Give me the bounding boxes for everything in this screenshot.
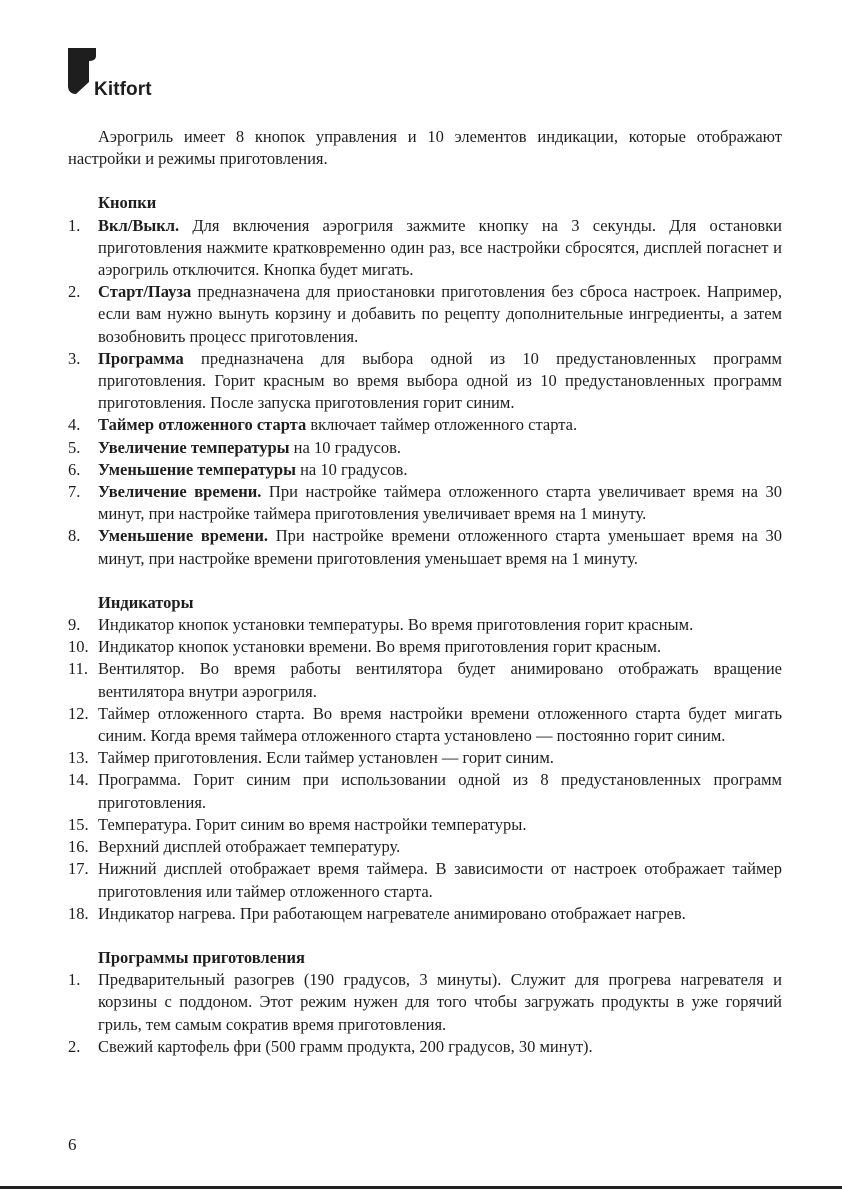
item-text: Нижний дисплей отображает время таймера. В зависимости от настроек отображает таймер приготовления или таймер отложенного старта. [98,859,782,901]
item-number: 7. [68,482,81,502]
item-text: Индикатор нагрева. При работающем нагревателе анимировано отображает нагрев. [98,903,686,923]
item-text: Вентилятор. Во время работы вентилятора будет анимировано отображать вращение вентилятора внутри аэрогриля. [98,659,782,701]
list-item [68,481,782,525]
section-heading: Кнопки [98,193,157,213]
item-number: 3. [68,348,81,368]
list-item [68,215,782,282]
section-heading: Индикаторы [98,592,194,612]
item-text: Таймер отложенного старта. Во время настройки времени отложенного старта будет мигать синим. Когда время таймера отложенного старта установлено — постоянно горит синим. [98,703,782,746]
item-number: 10. [68,637,89,657]
item-text: Таймер приготовления. Если таймер установлен — горит синим. [98,748,554,768]
item-term: Старт/Пауза [98,282,192,302]
item-number: 18. [68,903,89,923]
item-text: предназначена для приостановки приготовления без сброса настроек. Например, если вам нужно вынуть корзину и добавить по рецепту дополнительные ингредиенты, а затем возобновить процесс приготовления. [98,282,782,346]
item-number: 1. [68,970,81,990]
item-number: 11. [68,659,89,679]
item-number: 9. [68,615,81,635]
item-text: При настройке таймера отложенного старта увеличивает время на 30 минут, при настройке таймера приготовления увеличивает время на 1 минуту. [98,482,782,524]
item-number: 14. [68,770,89,790]
list-item [68,525,782,569]
kitfort-logo [68,48,188,98]
item-number: 17. [68,859,89,879]
section-list [68,614,782,925]
item-text: Индикатор кнопок установки температуры. Во время приготовления горит красным. [98,615,694,635]
section-list [68,215,782,570]
item-number: 4. [68,415,81,435]
item-term: Уменьшение времени. [98,526,268,546]
list-item [68,1036,782,1058]
item-text: Свежий картофель фри (500 грамм продукта, 200 градусов, 30 минут). [98,1036,593,1056]
item-text: Температура. Горит синим во время настройки температуры. [98,814,527,834]
list-item [68,836,782,858]
section-list [68,969,782,1058]
item-number: 2. [68,1036,81,1056]
list-item [68,614,782,636]
item-term: Уменьшение температуры [98,459,296,479]
item-number: 8. [68,526,81,546]
sections [68,192,782,1058]
list-item [68,747,782,769]
item-term: Вкл/Выкл. [98,215,180,235]
list-item [68,414,782,436]
item-text: включает таймер отложенного старта. [306,415,578,435]
page-number: 6 [68,1135,77,1154]
list-item [68,437,782,459]
item-term: Увеличение температуры [98,437,290,457]
section-heading: Программы приготовления [98,947,305,967]
list-item [68,903,782,925]
item-term: Программа [98,348,184,368]
list-item [68,636,782,658]
item-number: 15. [68,814,89,834]
item-term: Увеличение времени. [98,482,262,502]
item-text: предназначена для выбора одной из 10 предустановленных программ приготовления. Горит красным во время выбора одной из 10 предустановленных программ приготовления. После запуска приготовления горит синим. [98,348,782,413]
item-number: 16. [68,837,89,857]
list-item [68,348,782,415]
list-item [68,459,782,481]
item-text: Индикатор кнопок установки времени. Во время приготовления горит красным. [98,637,662,657]
list-item [68,858,782,902]
item-text: Верхний дисплей отображает температуру. [98,837,401,857]
list-item [68,769,782,813]
list-item [68,814,782,836]
logo-text: Kitfort [94,79,152,100]
intro-paragraph: Аэрогриль имеет 8 кнопок управления и 10 элементов индикации, которые отображают настройки и режимы приготовления. [68,127,782,169]
list-item [68,969,782,1036]
item-number: 5. [68,437,81,457]
list-item [68,658,782,702]
item-text: на 10 градусов. [289,437,402,457]
item-text: Предварительный разогрев (190 градусов, 3 минуты). Служит для прогрева нагревателя и корзины с поддоном. Этот режим нужен для того чтобы загружать продукты в уже горячий гриль, тем самым сократив время приготовления. [98,970,782,1034]
item-number: 1. [68,215,81,235]
kitfort-logo-icon [68,48,96,94]
item-number: 13. [68,748,89,768]
item-term: Таймер отложенного старта [98,415,307,435]
item-text: Программа. Горит синим при использовании одной из 8 предустановленных программ приготовления. [98,770,782,812]
item-text: на 10 градусов. [295,459,408,479]
item-number: 6. [68,459,81,479]
item-text: Для включения аэрогриля зажмите кнопку на 3 секунды. Для остановки приготовления нажмите кратковременно один раз, все настройки сбросятся, дисплей погаснет и аэрогриль отключится. Кнопка будет мигать. [98,215,782,280]
item-number: 12. [68,703,89,723]
page-content [68,126,782,1058]
list-item [68,281,782,348]
item-text: При настройке времени отложенного старта уменьшает время на 30 минут, при настройке времени приготовления уменьшает время на 1 минуту. [98,526,782,568]
list-item [68,703,782,747]
item-number: 2. [68,282,81,302]
